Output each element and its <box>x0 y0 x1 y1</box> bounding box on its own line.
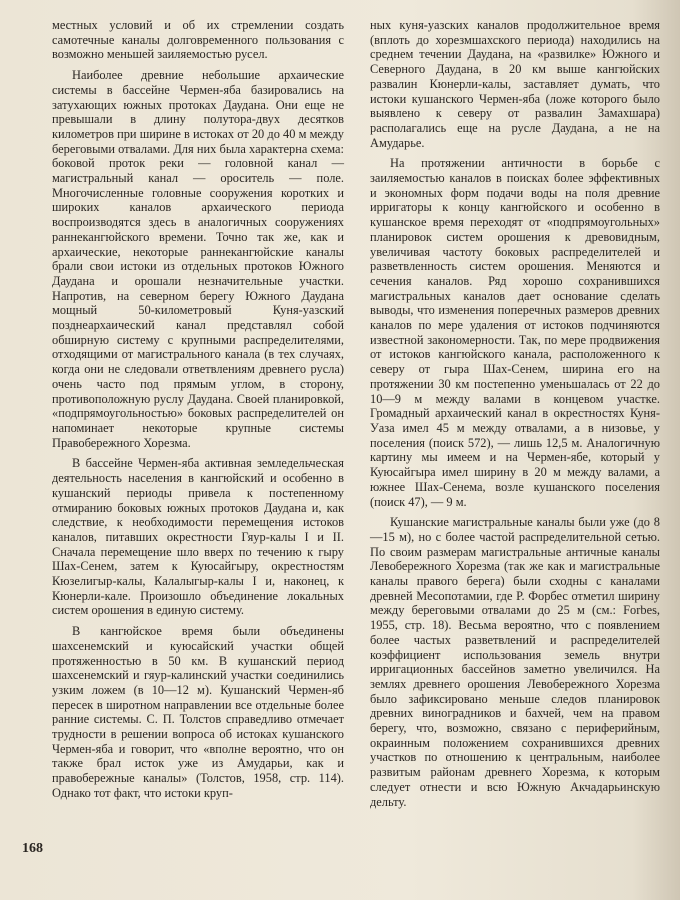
paragraph: ных куня-уазских каналов продолжительное время (вплоть до хорезмшахского периода) находились на среднем течении Даудана, на «развилке» Южного и Северного Даудана, в 20 км выше кангюйских развалин Кюнерли-калы, заставляет думать, что истоки кушанского Чермен-яба (ложе которого было выявлено к северу от развалин Замахшара) располагались еще на русле Даудана, а не на Амударье. <box>370 18 660 150</box>
paragraph: Кушанские магистральные каналы были уже (до 8—15 м), но с более частой распределительной сетью. По своим размерам магистральные античные каналы Левобережного Хорезма (так же как и магистральные каналы правого берега) были сходны с каналами древней Месопотамии, где Р. Форбес отметил ширину между береговыми отвалами до 25 м (см.: Forbes, 1955, стр. 18). Весьма вероятно, что с появлением более частых разветвлений и распределителей коэффициент использования земель внутри ирригационных бассейнов заметно увеличился. На землях древнего орошения Левобережного Хорезма было зафиксировано меньше следов планировок древних виноградников и бахчей, чем на правом берегу, что, возможно, связано с периферийным, окраинным положением сохранившихся древних участков по отношению к центральным, наиболее развитым районам древнего Хорезма, к которым следует отнести и всю Южную Акчадарьинскую дельту. <box>370 515 660 809</box>
page-number: 168 <box>22 841 43 856</box>
paragraph: На протяжении античности в борьбе с заиляемостью каналов в поисках более эффективных и экономных форм подачи воды на поля древние ирригаторы к концу кангюйского и особенно в кушанское время переходят от «подпрямоугольных» планировок систем орошения к древовидным, увеличивая частоту боковых распределителей и разветвленность систем орошения. Меняются и сечения каналов. Ряд хорошо сохранившихся магистральных каналов дает основание сделать выводы, что изменения поперечных размеров древних каналов по мере удаления от истоков подчиняются известной закономерности. Так, по мере продвижения от истоков кангюйского канала, расположенного к северу от гыра Шах-Сенем, ширина его на протяжении 30 км постепенно уменьшалась от 22 до 10—9 м между валами в концевом участке. Громадный архаический канал в окрестностях Куня-Уаза имел 45 м между отвалами, а в низовье, у поселения (поиск 572), — лишь 12,5 м. Аналогичную картину мы имеем и на Чермен-ябе, который у Куюсайгыра имел ширину в 20 м между валами, а южнее Шах-Сенема, возле кушанского поселения (поиск 47), — 9 м. <box>370 156 660 509</box>
paragraph: В бассейне Чермен-яба активная земледельческая деятельность населения в кангюйский и особенно в кушанский периоды привела к постепенному отмиранию боковых южных протоков Даудана и, как следствие, к необходимости перемещения истоков каналов, питавших окрестности Гяур-калы I и II. Сначала перемещение шло вверх по течению к гыру Шах-Сенем, затем к Куюсайгыру, окрестностям Кюзелигыр-калы, Калалыгыр-калы I и, наконец, к Кюнерли-кале. Произошло объединение локальных систем орошения в единую систему. <box>52 456 344 618</box>
paragraph: местных условий и об их стремлении создать самотечные каналы долговременного пользования с возможно меньшей заиляемостью русел. <box>52 18 344 62</box>
right-text-column <box>370 18 660 815</box>
paragraph: Наиболее древние небольшие архаические системы в бассейне Чермен-яба базировались на затухающих южных протоках Даудана. Они еще не превышали в длину полутора-двух десятков километров при ширине в истоках от 20 до 40 м между береговыми отвалами. Для них была характерна схема: боковой проток реки — головной канал — магистральный канал — ороситель — поле. Многочисленные головные сооружения коротких и широких каналов архаического периода воспроизводятся здесь в аналогичных сооружениях раннекангюйского времени. Точно так же, как и архаические, некоторые раннекангюйские каналы брали свои истоки из отдельных протоков Южного Даудана и орошали незначительные участки. Напротив, на северном берегу Южного Даудана мощный 50-километровый Куня-уазский позднеархаический канал представлял собой обширную систему с крупными распределителями, отходящими от магистрального канала (в тех случаях, когда они не следовали ответвлениям древнего русла) очень часто под прямым углом, в сторону, противоположную руслу Даудана. Своей планировкой, «подпрямоугольностью» боковых распределителей он напоминает некоторые крупные системы Правобережного Хорезма. <box>52 68 344 450</box>
paragraph: В кангюйское время были объединены шахсенемский и куюсайский участки общей протяженностью в 50 км. В кушанский период шахсенемский и гяур-калинский участки соединились узким ложем (в 10—12 м). Кушанский Чермен-яб пересек в широтном направлении все отдельные более ранние системы. С. П. Толстов справедливо отмечает трудности в решении вопроса об истоках кушанского Чермен-яба и говорит, что «вполне вероятно, что он также брал исток уже из Амударьи, как и правобережные каналы» (Толстов, 1958, стр. 114). Однако тот факт, что истоки круп- <box>52 624 344 800</box>
left-text-column <box>52 18 344 807</box>
